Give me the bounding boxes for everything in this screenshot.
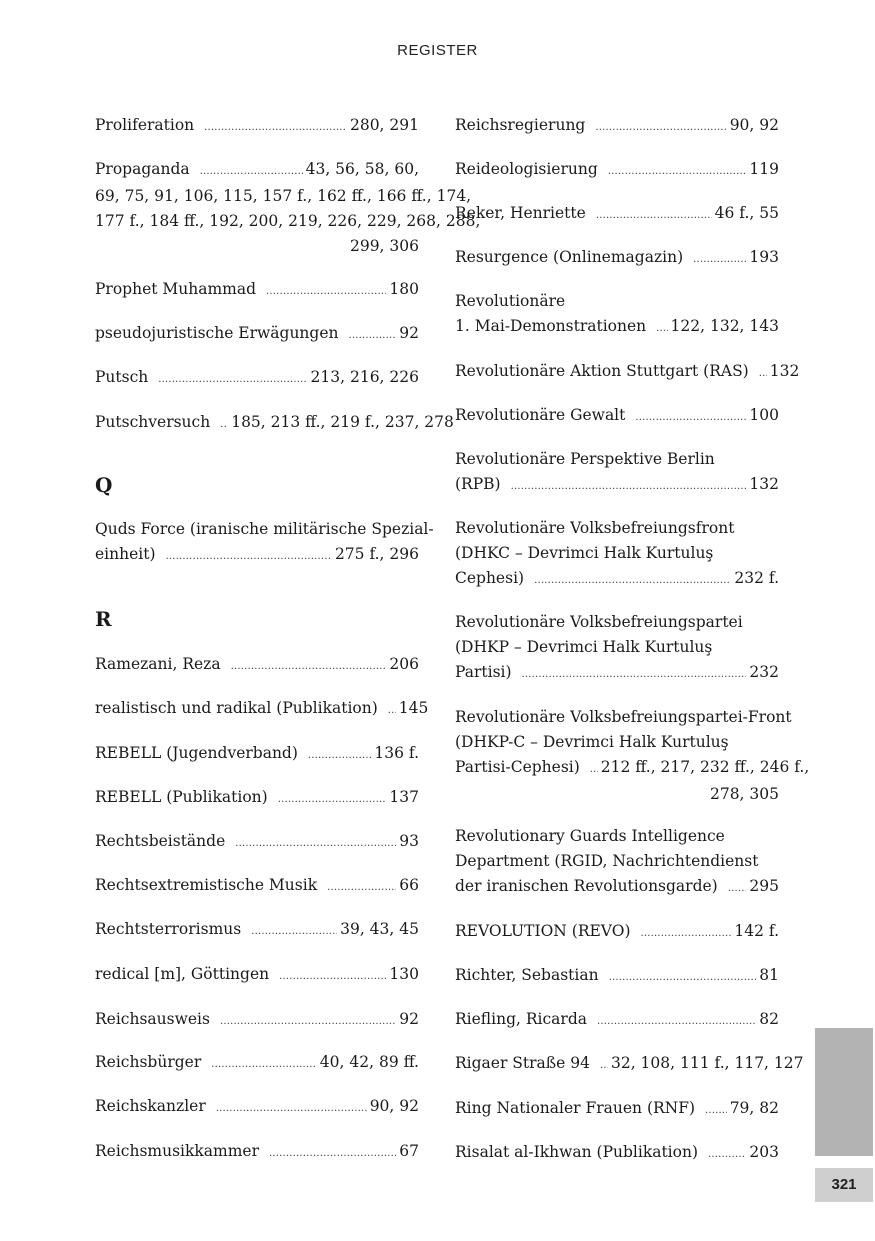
- index-entry: Putsch ..... 213, 216, 226: [95, 365, 419, 392]
- index-entry: Proliferation ..... 280, 291: [95, 113, 419, 140]
- index-entry: Reideologisierung ..... 119: [455, 157, 779, 184]
- index-entry: Revolutionäre Aktion Stuttgart (RAS) ..... 132: [455, 359, 779, 386]
- index-entry: realistisch und radikal (Publikation) ..... 145: [95, 696, 419, 723]
- index-entry: Riefling, Ricarda ..... 82: [455, 1007, 779, 1034]
- index-entry: Propaganda ..... 43, 56, 58, 60, 69, 75, 91, 106, 115, 157 f., 162 ff., 166 ff., 174, 177 f., 184 ff., 192, 200, 219, 226, 229, 268, 288, 299, 306: [95, 157, 419, 259]
- index-entry: REBELL (Publikation) ..... 137: [95, 785, 419, 812]
- index-entry: Rechtsextremistische Musik ..... 66: [95, 873, 419, 900]
- index-entry: Revolutionäre Gewalt ..... 100: [455, 403, 779, 430]
- index-entry: Resurgence (Onlinemagazin) ..... 193: [455, 245, 779, 272]
- section-letter-r: R: [95, 607, 112, 631]
- index-entry: Reichskanzler ..... 90, 92: [95, 1094, 419, 1121]
- page-number: 321: [815, 1168, 873, 1202]
- index-entry: REBELL (Jugendverband) ..... 136 f.: [95, 741, 419, 768]
- index-entry: Reichsregierung ..... 90, 92: [455, 113, 779, 140]
- index-entry: Prophet Muhammad ..... 180: [95, 277, 419, 304]
- index-entry: Reichsbürger ..... 40, 42, 89 ff.: [95, 1050, 419, 1077]
- index-entry: Revolutionary Guards Intelligence Department (RGID, Nachrichtendienst der iranischen Revolutionsgarde) ..... 295: [455, 824, 779, 901]
- section-letter-q: Q: [95, 473, 113, 497]
- index-entry: redical [m], Göttingen ..... 130: [95, 962, 419, 989]
- index-entry: Reker, Henriette ..... 46 f., 55: [455, 201, 779, 228]
- index-entry: Revolutionäre Volksbefreiungspartei-Front (DHKP-C – Devrimci Halk Kurtuluş Partisi-Cephesi) ..... 212 ff., 217, 232 ff., 246 f., 278, 305: [455, 705, 779, 807]
- thumb-index-tab: [815, 1028, 873, 1156]
- index-entry: Putschversuch ..... 185, 213 ff., 219 f., 237, 278: [95, 410, 419, 437]
- index-entry: Rigaer Straße 94 ..... 32, 108, 111 f., 117, 127: [455, 1051, 779, 1078]
- index-entry: Reichsausweis ..... 92: [95, 1007, 419, 1034]
- index-entry: pseudojuristische Erwägungen ..... 92: [95, 321, 419, 348]
- index-entry: REVOLUTION (REVO) ..... 142 f.: [455, 919, 779, 946]
- index-entry: Rechtsbeistände ..... 93: [95, 829, 419, 856]
- index-entry: Revolutionäre Volksbefreiungspartei (DHKP – Devrimci Halk Kurtuluş Partisi) ..... 232: [455, 610, 779, 687]
- index-entry: Reichsmusikkammer ..... 67: [95, 1139, 419, 1166]
- index-entry: Risalat al-Ikhwan (Publikation) ..... 203: [455, 1140, 779, 1167]
- index-entry: Rechtsterrorismus ..... 39, 43, 45: [95, 917, 419, 944]
- index-entry: Revolutionäre Volksbefreiungsfront (DHKC – Devrimci Halk Kurtuluş Cephesi) ..... 232 f.: [455, 516, 779, 593]
- index-entry: Revolutionäre Perspektive Berlin (RPB) ..... 132: [455, 447, 779, 499]
- index-entry: Quds Force (iranische militärische Spezial- einheit) ..... 275 f., 296: [95, 517, 419, 569]
- index-entry: Ring Nationaler Frauen (RNF) ..... 79, 82: [455, 1096, 779, 1123]
- index-entry: Revolutionäre 1. Mai-Demonstrationen ..... 122, 132, 143: [455, 289, 779, 341]
- index-entry: Richter, Sebastian ..... 81: [455, 963, 779, 990]
- running-header: REGISTER: [397, 42, 478, 59]
- index-entry: Ramezani, Reza ..... 206: [95, 652, 419, 679]
